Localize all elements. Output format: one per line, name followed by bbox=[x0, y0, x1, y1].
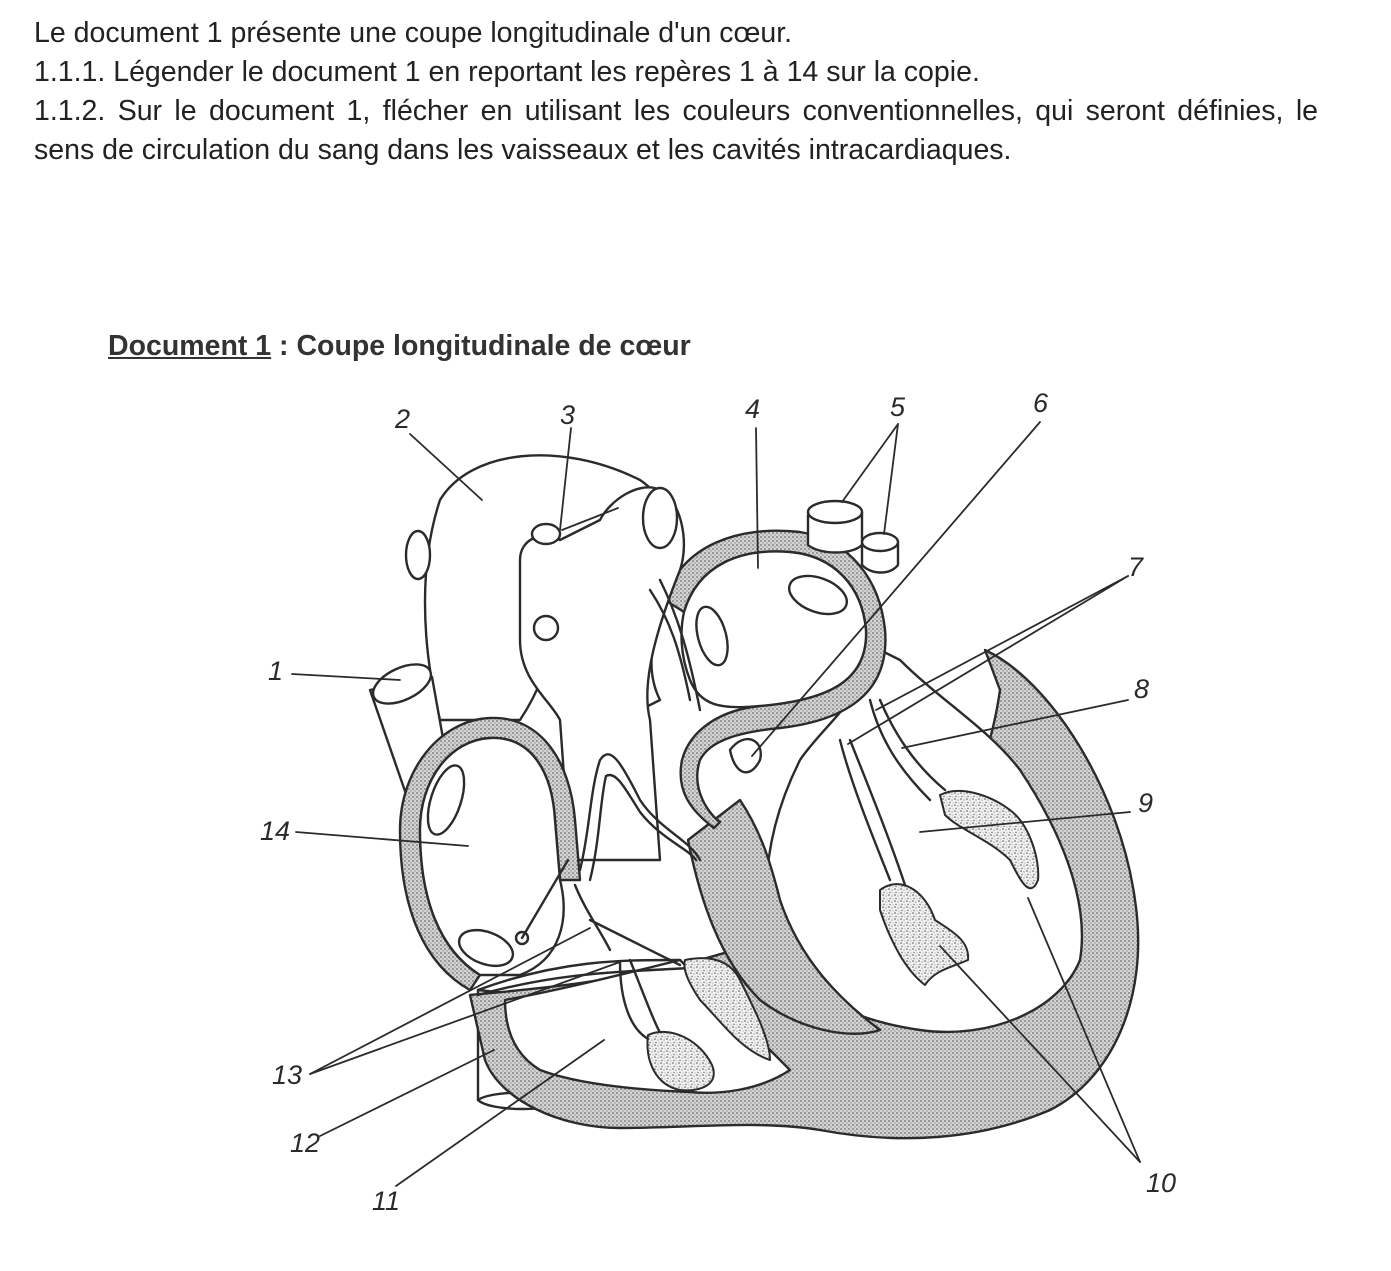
label-7: 7 bbox=[1128, 552, 1144, 582]
label-1: 1 bbox=[268, 656, 284, 686]
label-5: 5 bbox=[890, 392, 906, 422]
aortic-branch-opening bbox=[406, 531, 430, 579]
label-10: 10 bbox=[1146, 1168, 1177, 1198]
pulmonary-branch-opening bbox=[532, 524, 560, 544]
intro-line: Le document 1 présente une coupe longitudinale d'un cœur. bbox=[34, 17, 793, 49]
pulmonary-artery-opening bbox=[643, 488, 677, 548]
title-separator: : bbox=[271, 330, 297, 362]
label-12: 12 bbox=[290, 1128, 321, 1158]
label-2: 2 bbox=[395, 404, 411, 434]
question-1-1-2: 1.1.2. Sur le document 1, flécher en utilisant les couleurs conventionnelles, qui seront définies, le sens de circulation du sang dans les vaisseaux et les cavités intracardiaques. bbox=[34, 95, 1318, 166]
label-9: 9 bbox=[1138, 788, 1154, 818]
label-13: 13 bbox=[272, 1060, 303, 1090]
label-11: 11 bbox=[372, 1186, 401, 1216]
aortic-valve bbox=[730, 739, 761, 772]
label-3: 3 bbox=[560, 400, 576, 430]
pulmonary-branch-opening bbox=[534, 616, 558, 640]
document-ref: Document 1 bbox=[108, 330, 272, 362]
label-6: 6 bbox=[1033, 388, 1049, 418]
document-caption: Coupe longitudinale de cœur bbox=[296, 330, 691, 362]
question-1-1-1: 1.1.1. Légender le document 1 en reportant les repères 1 à 14 sur la copie. bbox=[34, 56, 980, 88]
label-14: 14 bbox=[260, 816, 291, 846]
label-8: 8 bbox=[1134, 674, 1150, 704]
label-4: 4 bbox=[745, 394, 761, 424]
